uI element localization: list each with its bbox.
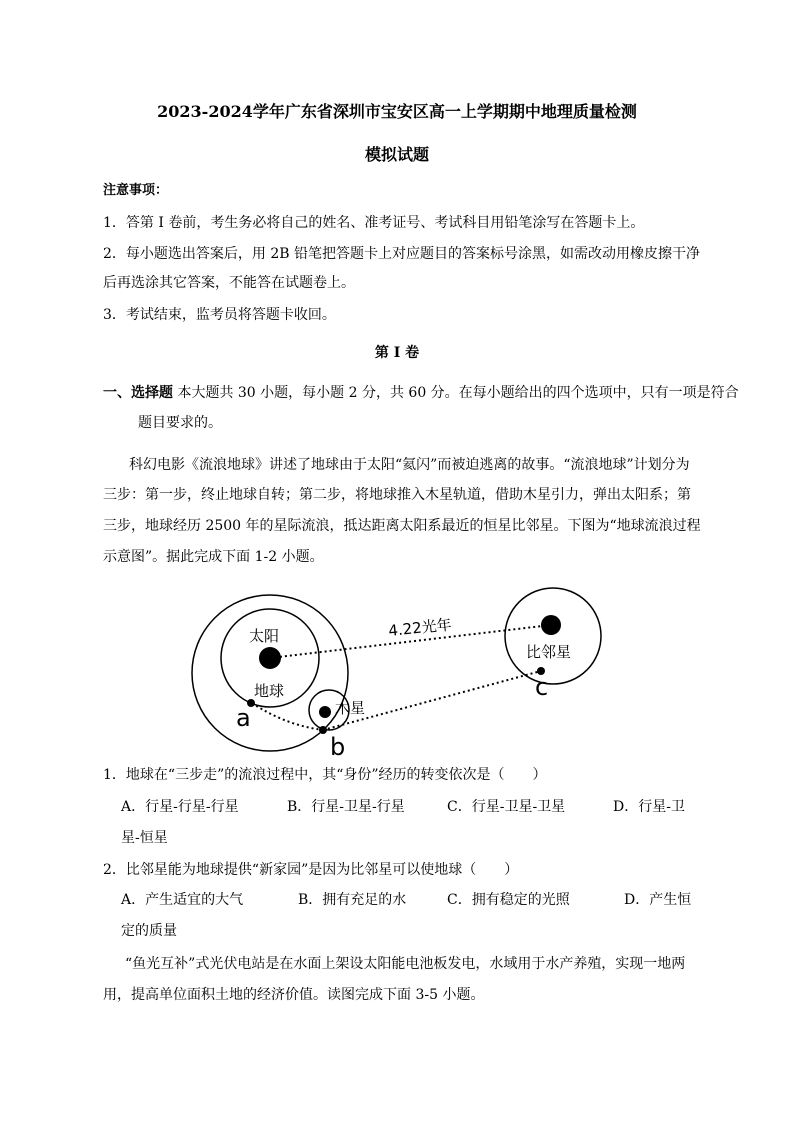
- question-1-option-d: D．行星-卫: [613, 799, 685, 815]
- question-1-option-c: C．行星-卫星-卫星: [447, 799, 566, 815]
- distance-label: 4.22光年: [387, 615, 453, 640]
- section-title: 第 I 卷: [374, 345, 420, 361]
- earth-wandering-diagram: [185, 585, 605, 760]
- jupiter-dot: [319, 706, 331, 718]
- question-2-option-a: A．产生适宜的大气: [121, 892, 244, 908]
- part-intro: [103, 383, 739, 403]
- question-2-option-d-cont: 定的质量: [121, 923, 177, 939]
- notice-1: 1．答第 I 卷前，考生务必将自己的姓名、准考证号、考试科目用铅笔涂写在答题卡上。: [103, 215, 645, 231]
- part-intro-label: 一、选择题: [103, 385, 173, 401]
- notice-heading: 注意事项：: [103, 183, 169, 198]
- question-2-option-d: D．产生恒: [624, 892, 692, 908]
- earth-label: 地球: [254, 682, 285, 700]
- point-b-label: b: [330, 733, 346, 760]
- part-intro-cont: 题目要求的。: [138, 415, 222, 431]
- notice-2: 2．每小题选出答案后，用 2B 铅笔把答题卡上对应题目的答案标号涂黑，如需改动用橡皮擦干净: [103, 246, 701, 262]
- question-2-option-b: B．拥有充足的水: [298, 892, 407, 908]
- question-2-option-c: C．拥有稳定的光照: [447, 892, 570, 908]
- passage2-line-1: “鱼光互补”式光伏电站是在水面上架设太阳能电池板发电，水域用于水产养殖，实现一地两: [125, 956, 686, 972]
- point-b-dot: [319, 726, 327, 734]
- jupiter-label: 木星: [335, 699, 366, 717]
- question-2-stem: 2．比邻星能为地球提供“新家园”是因为比邻星可以使地球（ ）: [103, 862, 519, 878]
- title-line-1: 2023-2024学年广东省深圳市宝安区高一上学期期中地理质量检测: [157, 102, 637, 121]
- point-c-label: c: [535, 673, 549, 701]
- proxima-orbit: [505, 588, 601, 684]
- notice-3: 3．考试结束，监考员将答题卡收回。: [103, 307, 336, 323]
- question-1-stem: 1．地球在“三步走”的流浪过程中，其“身份”经历的转变依次是（ ）: [103, 767, 547, 783]
- question-1-option-d-cont: 星-恒星: [121, 830, 168, 846]
- passage1-line-4: 示意图”。据此完成下面 1-2 小题。: [103, 549, 324, 565]
- point-a-label: a: [236, 704, 251, 732]
- notice-2-cont: 后再选涂其它答案，不能答在试题卷上。: [103, 275, 355, 291]
- question-1-option-b: B．行星-卫星-行星: [287, 799, 405, 815]
- passage1-line-3: 三步，地球经历 2500 年的星际流浪，抵达距离太阳系最近的恒星比邻星。下图为“地球流浪过程: [103, 518, 701, 534]
- title-line-2: 模拟试题: [364, 145, 429, 164]
- sun-label: 太阳: [249, 627, 280, 645]
- passage2-line-2: 用，提高单位面积土地的经济价值。读图完成下面 3-5 小题。: [103, 987, 485, 1003]
- part-intro-text: 本大题共 30 小题，每小题 2 分，共 60 分。在每小题给出的四个选项中，只有一项是符合: [173, 385, 739, 401]
- question-1-option-a: A．行星-行星-行星: [121, 799, 239, 815]
- passage1-line-2: 三步：第一步，终止地球自转；第二步，将地球推入木星轨道，借助木星引力，弹出太阳系；第: [103, 487, 691, 503]
- passage1-line-1: 科幻电影《流浪地球》讲述了地球由于太阳“氦闪”而被迫逃离的故事。“流浪地球”计划分为: [129, 457, 690, 473]
- proxima-label: 比邻星: [526, 643, 572, 661]
